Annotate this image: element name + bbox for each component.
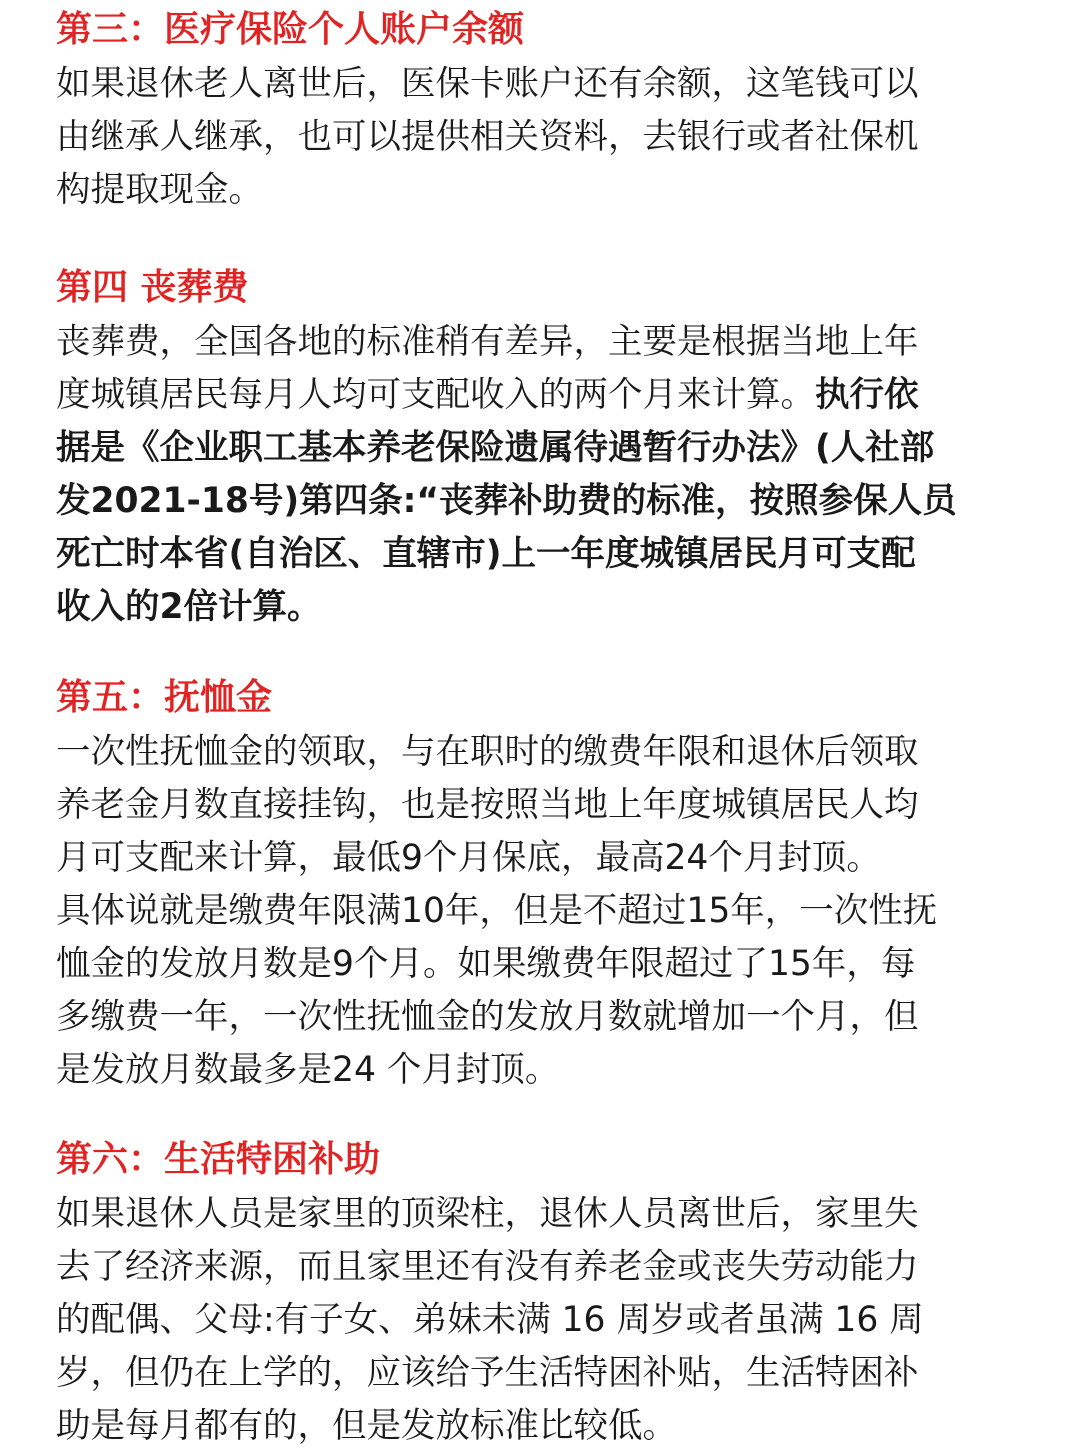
section-heading: 第三：医疗保险个人账户余额 bbox=[56, 9, 525, 50]
section-paragraph bbox=[56, 58, 1031, 217]
section-paragraph bbox=[56, 726, 1031, 1097]
paragraph-line: 构提取现金。 bbox=[56, 170, 263, 210]
paragraph-line: 具体说就是缴费年限满10年，但是不超过15年，一次性抚 bbox=[56, 891, 938, 931]
paragraph-line bbox=[56, 369, 1031, 422]
paragraph-line: 是发放月数最多是24 个月封顶。 bbox=[56, 1050, 560, 1090]
paragraph-line: 据是《企业职工基本养老保险遗属待遇暂行办法》(人社部 bbox=[56, 428, 935, 468]
paragraph-line: 如果退休老人离世后，医保卡账户还有余额，这笔钱可以 bbox=[56, 64, 919, 104]
section-heading: 第四 丧葬费 bbox=[56, 267, 249, 308]
section-paragraph bbox=[56, 1188, 1031, 1453]
paragraph-line: 发2021-18号)第四条:“丧葬补助费的标准，按照参保人员 bbox=[56, 481, 957, 521]
section-heading: 第五：抚恤金 bbox=[56, 677, 273, 718]
paragraph-line: 如果退休人员是家里的顶梁柱，退休人员离世后，家里失 bbox=[56, 1194, 919, 1234]
section-pension-benefit bbox=[56, 672, 1031, 1097]
paragraph-line: 多缴费一年，一次性抚恤金的发放月数就增加一个月，但 bbox=[56, 997, 919, 1037]
paragraph-line: 去了经济来源，而且家里还有没有养老金或丧失劳动能力 bbox=[56, 1247, 919, 1287]
paragraph-line: 收入的2倍计算。 bbox=[56, 587, 322, 627]
paragraph-line: 养老金月数直接挂钩，也是按照当地上年度城镇居民人均 bbox=[56, 785, 919, 825]
section-medical-insurance bbox=[56, 4, 1031, 217]
paragraph-line: 月可支配来计算，最低9个月保底，最高24个月封顶。 bbox=[56, 838, 881, 878]
paragraph-line: 岁，但仍在上学的，应该给予生活特困补贴，生活特困补 bbox=[56, 1353, 919, 1393]
paragraph-line: 死亡时本省(自治区、直辖市)上一年度城镇居民月可支配 bbox=[56, 534, 916, 574]
paragraph-line-text: 度城镇居民每月人均可支配收入的两个月来计算。 bbox=[56, 375, 815, 415]
section-hardship-subsidy bbox=[56, 1134, 1031, 1453]
paragraph-line: 丧葬费，全国各地的标准稍有差异，主要是根据当地上年 bbox=[56, 322, 919, 362]
paragraph-line: 助是每月都有的，但是发放标准比较低。 bbox=[56, 1406, 677, 1446]
paragraph-line: 的配偶、父母:有子女、弟妹未满 16 周岁或者虽满 16 周 bbox=[56, 1300, 924, 1340]
paragraph-line: 由继承人继承，也可以提供相关资料，去银行或者社保机 bbox=[56, 117, 919, 157]
section-heading: 第六：生活特困补助 bbox=[56, 1139, 381, 1180]
paragraph-line: 一次性抚恤金的领取，与在职时的缴费年限和退休后领取 bbox=[56, 732, 919, 772]
paragraph-line-bold-text: 执行依 bbox=[815, 375, 919, 415]
section-paragraph bbox=[56, 316, 1031, 634]
section-funeral-expenses bbox=[56, 262, 1031, 634]
paragraph-line: 恤金的发放月数是9个月。如果缴费年限超过了15年，每 bbox=[56, 944, 916, 984]
